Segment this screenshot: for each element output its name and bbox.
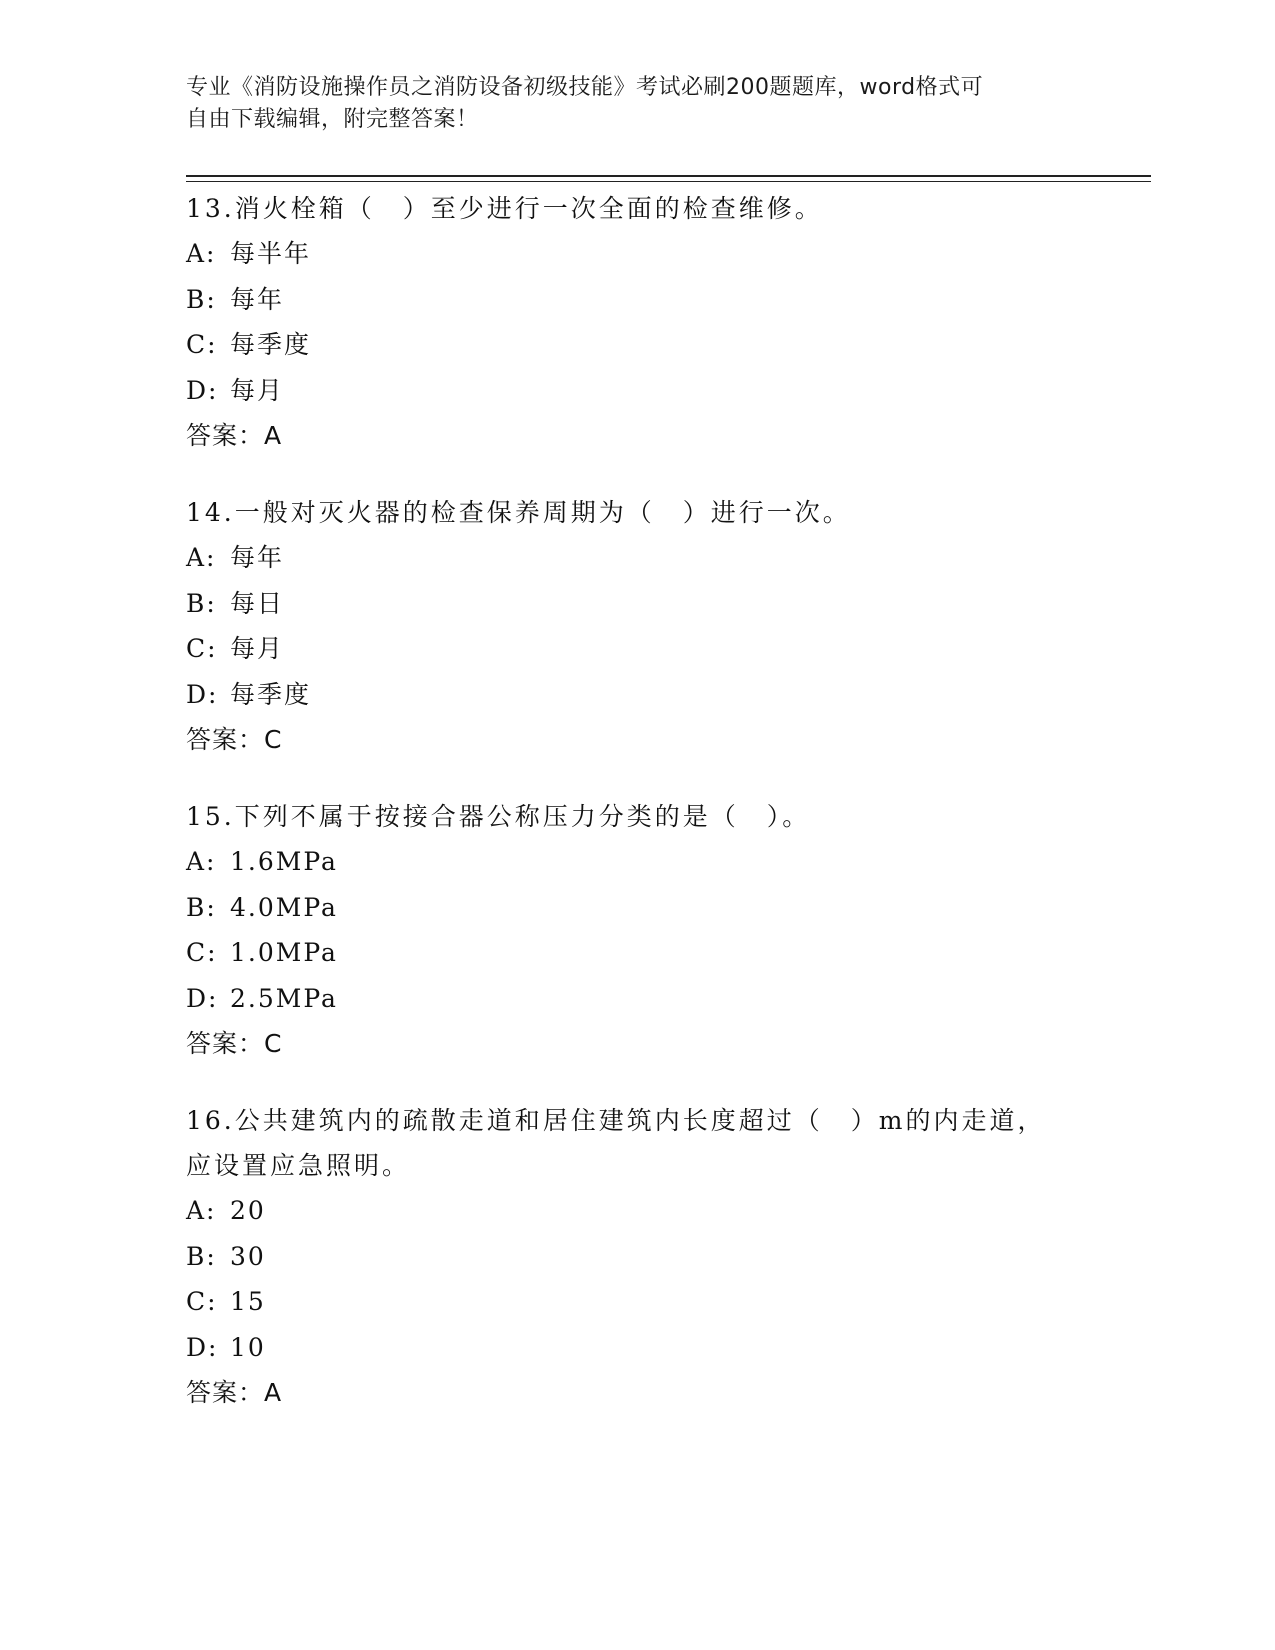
answer-line: 答案：C xyxy=(186,1029,283,1058)
question-stem-continued: 应设置应急照明。 xyxy=(186,1151,411,1180)
option-b xyxy=(186,885,1086,931)
option-c xyxy=(186,930,1086,976)
option-a xyxy=(186,231,1086,277)
option-d xyxy=(186,368,1086,414)
option-text: 20 xyxy=(230,1196,266,1225)
question-13 xyxy=(186,186,1086,458)
option-b xyxy=(186,277,1086,323)
option-text: 4.0MPa xyxy=(230,892,338,922)
option-key: D: xyxy=(186,1332,219,1362)
header-line-1: 专业《消防设施操作员之消防设备初级技能》考试必刷200题题库，word格式可 xyxy=(186,75,984,100)
option-key: C: xyxy=(186,634,218,663)
option-text: 1.6MPa xyxy=(230,847,338,876)
question-stem: 14.一般对灭火器的检查保养周期为（ ）进行一次。 xyxy=(186,498,851,527)
question-list xyxy=(186,186,1086,1447)
option-text: 每季度 xyxy=(230,679,312,709)
option-key: B: xyxy=(186,588,217,618)
question-14 xyxy=(186,490,1086,762)
document-header xyxy=(186,72,1066,136)
option-b xyxy=(186,1234,1086,1280)
option-text: 每年 xyxy=(230,284,285,314)
option-d xyxy=(186,672,1086,718)
answer-line: 答案：A xyxy=(186,421,283,450)
option-key: D: xyxy=(186,679,219,709)
option-key: D: xyxy=(186,375,219,405)
answer-line: 答案：C xyxy=(186,725,283,754)
option-key: B: xyxy=(186,892,217,922)
header-divider-thin xyxy=(186,181,1151,182)
option-text: 每日 xyxy=(230,588,285,618)
option-key: C: xyxy=(186,330,218,359)
option-b xyxy=(186,581,1086,627)
option-text: 10 xyxy=(230,1332,266,1362)
option-key: A: xyxy=(186,1196,217,1225)
option-a xyxy=(186,535,1086,581)
option-key: C: xyxy=(186,938,218,967)
option-text: 2.5MPa xyxy=(230,983,338,1013)
question-stem: 16.公共建筑内的疏散走道和居住建筑内长度超过（ ）m的内走道， xyxy=(186,1106,1046,1135)
option-c xyxy=(186,1279,1086,1325)
option-key: A: xyxy=(186,239,217,268)
option-key: A: xyxy=(186,847,217,876)
header-divider-thick xyxy=(186,175,1151,177)
option-text: 15 xyxy=(230,1287,266,1316)
option-key: B: xyxy=(186,284,217,314)
option-d xyxy=(186,976,1086,1022)
question-stem: 13.消火栓箱（ ）至少进行一次全面的检查维修。 xyxy=(186,194,823,223)
option-text: 每月 xyxy=(230,375,285,405)
option-text: 30 xyxy=(230,1241,266,1271)
option-key: A: xyxy=(186,543,217,572)
option-key: C: xyxy=(186,1287,218,1316)
option-a xyxy=(186,1188,1086,1234)
header-line-2: 自由下载编辑，附完整答案！ xyxy=(186,107,479,132)
question-16 xyxy=(186,1098,1086,1415)
option-c xyxy=(186,322,1086,368)
option-key: D: xyxy=(186,983,219,1013)
option-text: 1.0MPa xyxy=(230,938,338,967)
option-d xyxy=(186,1325,1086,1371)
option-text: 每年 xyxy=(230,543,285,572)
option-text: 每季度 xyxy=(230,330,312,359)
option-text: 每半年 xyxy=(230,239,312,268)
option-c xyxy=(186,626,1086,672)
question-15 xyxy=(186,794,1086,1066)
option-a xyxy=(186,839,1086,885)
option-key: B: xyxy=(186,1241,217,1271)
option-text: 每月 xyxy=(230,634,285,663)
question-stem: 15.下列不属于按接合器公称压力分类的是（ ）。 xyxy=(186,802,811,831)
answer-line: 答案：A xyxy=(186,1378,283,1407)
